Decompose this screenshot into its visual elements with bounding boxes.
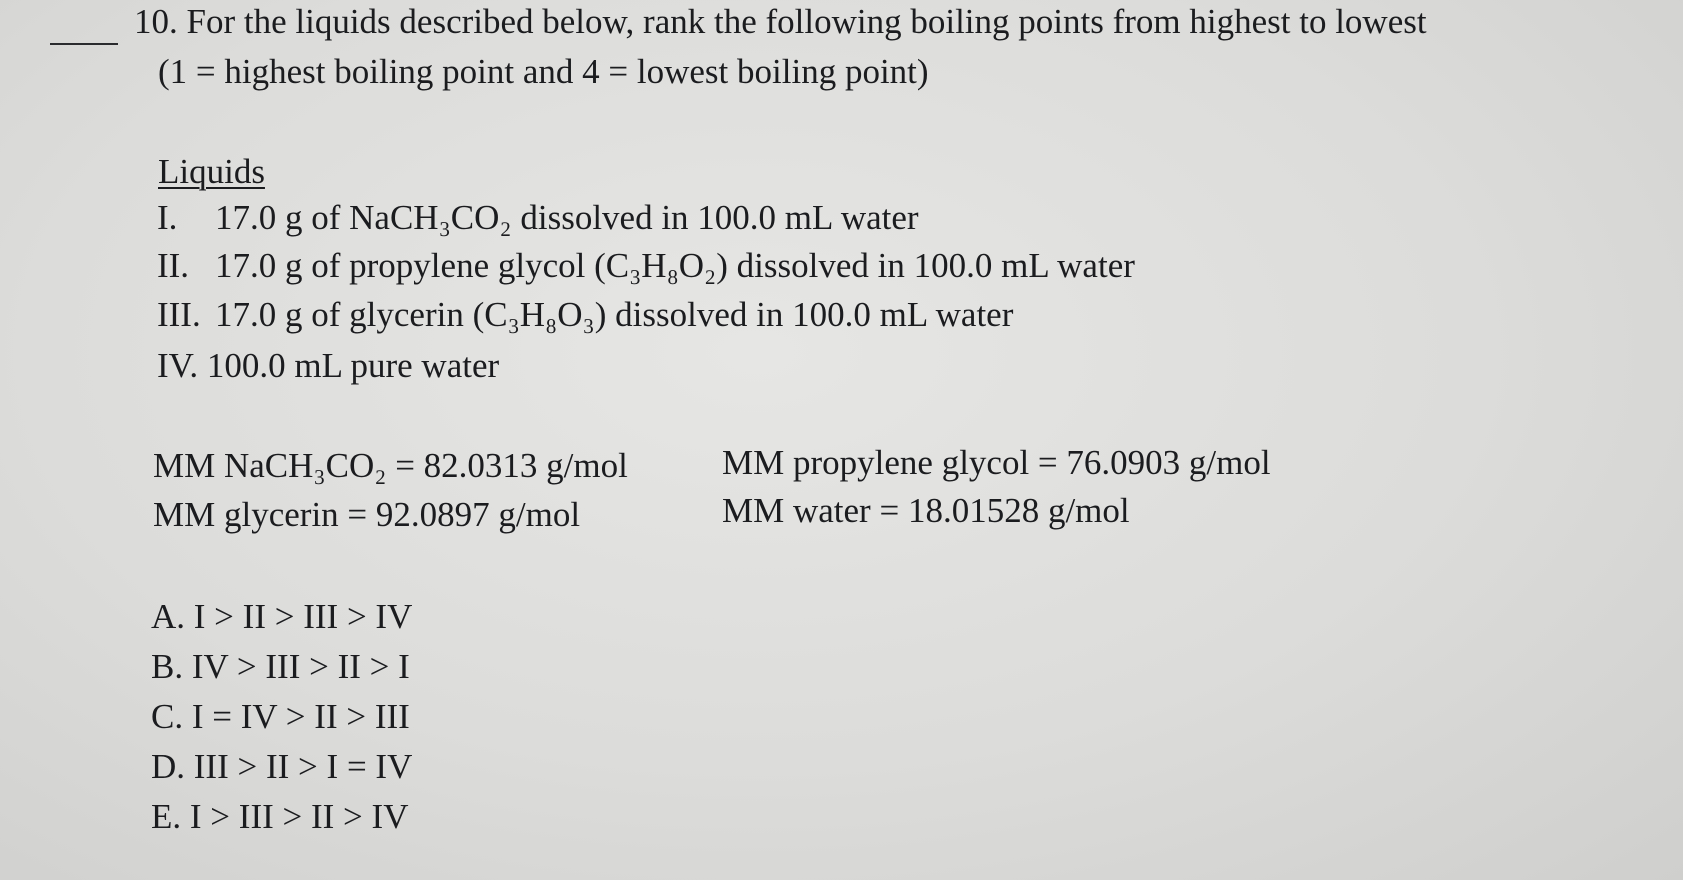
liquid-numeral: III. [157, 295, 201, 334]
option-letter: E. [151, 797, 182, 836]
question-prompt-line-2: (1 = highest boiling point and 4 = lowest boiling point) [158, 52, 929, 91]
liquid-numeral: II. [157, 246, 190, 285]
option-text: IV > III > II > I [191, 647, 410, 686]
option-letter: B. [151, 647, 184, 686]
option-letter: A. [151, 597, 186, 636]
liquid-description: 17.0 g of glycerin (C₃H₈O₃) dissolved in 100.0 mL water [215, 295, 1014, 334]
answer-option-e[interactable] [151, 797, 408, 837]
option-text: III > II > I = IV [193, 747, 413, 786]
option-text: I = IV > II > III [191, 697, 410, 736]
liquid-item-2 [157, 246, 1135, 286]
answer-option-a[interactable] [151, 597, 412, 637]
liquid-item-4 [157, 346, 499, 386]
question-number: 10. [134, 2, 178, 41]
liquid-description: 17.0 g of NaCH₃CO₂ dissolved in 100.0 mL water [215, 198, 919, 237]
option-text: I > II > III > IV [193, 597, 413, 636]
option-letter: C. [151, 697, 184, 736]
molar-mass-propylene-glycol: MM propylene glycol = 76.0903 g/mol [722, 443, 1271, 482]
liquid-description: 17.0 g of propylene glycol (C₃H₈O₂) dissolved in 100.0 mL water [215, 246, 1135, 285]
liquids-heading: Liquids [158, 152, 265, 191]
answer-blank [50, 43, 118, 45]
answer-option-b[interactable] [151, 647, 410, 687]
question-prompt: For the liquids described below, rank the following boiling points from highest to lowest [186, 2, 1427, 41]
liquid-description: 100.0 mL pure water [206, 346, 500, 385]
molar-mass-nach3co2: MM NaCH₃CO₂ = 82.0313 g/mol [153, 446, 628, 485]
answer-option-d[interactable] [151, 747, 412, 787]
option-letter: D. [151, 747, 186, 786]
liquid-numeral: I. [157, 198, 178, 237]
liquid-item-1 [157, 198, 919, 238]
molar-mass-glycerin: MM glycerin = 92.0897 g/mol [153, 495, 581, 534]
question-prompt-line-1 [134, 2, 1427, 42]
answer-option-c[interactable] [151, 697, 410, 737]
option-text: I > III > II > IV [189, 797, 409, 836]
liquid-item-3 [157, 295, 1013, 335]
liquid-numeral: IV. [157, 346, 199, 385]
molar-mass-water: MM water = 18.01528 g/mol [722, 491, 1130, 530]
